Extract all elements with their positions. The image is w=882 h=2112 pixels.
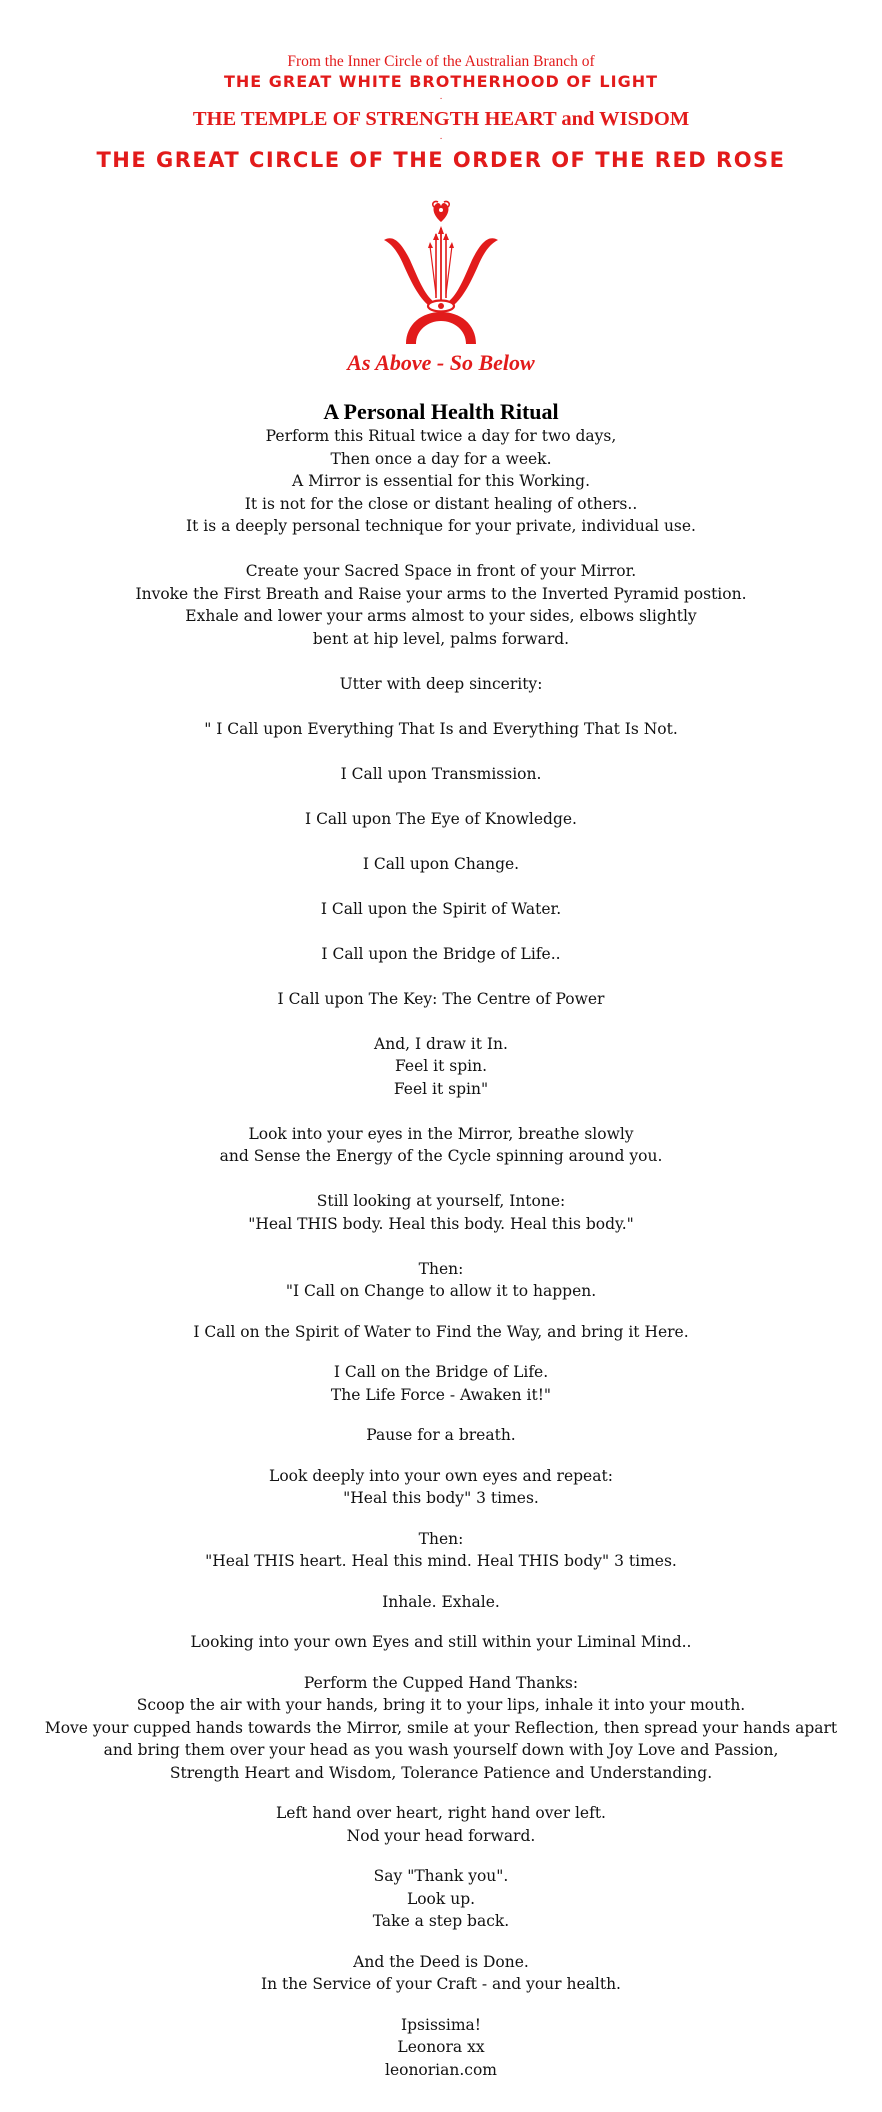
website-link[interactable]: leonorian.com bbox=[384, 2060, 497, 2079]
brotherhood-heading: THE GREAT WHITE BROTHERHOOD OF LIGHT bbox=[223, 72, 659, 91]
text-line: I Call on the Bridge of Life. bbox=[333, 1363, 549, 1381]
breath-line: Inhale. Exhale. bbox=[382, 1592, 500, 1611]
liminal-line: Looking into your own Eyes and still within your Liminal Mind.. bbox=[190, 1633, 692, 1651]
rose-trident-emblem-icon bbox=[376, 198, 506, 346]
ritual-body bbox=[0, 425, 882, 2081]
pause-line: Pause for a breath. bbox=[366, 1426, 516, 1444]
text-line: Move your cupped hands towards the Mirror, smile at your Reflection, then spread your hands apart bbox=[44, 1718, 838, 1737]
then-heal-block bbox=[0, 1528, 882, 1573]
text-line: In the Service of your Craft - and your health. bbox=[261, 1975, 621, 1993]
text-line: Then: bbox=[418, 1259, 464, 1278]
text-line: It is not for the close or distant healing of others.. bbox=[244, 494, 638, 513]
text-line: It is a deeply personal technique for your private, individual use. bbox=[186, 517, 696, 535]
call-line: I Call upon the Spirit of Water. bbox=[320, 899, 562, 918]
bridge-block bbox=[0, 1361, 882, 1406]
text-line: and Sense the Energy of the Cycle spinning around you. bbox=[219, 1147, 663, 1165]
call-line: " I Call upon Everything That Is and Everything That Is Not. bbox=[204, 719, 678, 738]
text-line: Look into your eyes in the Mirror, breathe slowly bbox=[248, 1124, 634, 1143]
text-line: Nod your head forward. bbox=[346, 1826, 536, 1845]
order-heading: THE GREAT CIRCLE OF THE ORDER OF THE RED ROSE bbox=[96, 148, 786, 172]
text-line: Take a step back. bbox=[372, 1912, 510, 1930]
header bbox=[0, 0, 882, 174]
text-line: Left hand over heart, right hand over left. bbox=[275, 1804, 606, 1822]
water-line: I Call on the Spirit of Water to Find the Way, and bring it Here. bbox=[193, 1322, 689, 1341]
call-line: I Call upon Transmission. bbox=[340, 764, 542, 783]
signoff-line: Ipsissima! bbox=[401, 2015, 481, 2034]
text-line: Then once a day for a week. bbox=[330, 449, 552, 468]
text-line: Create your Sacred Space in front of your Mirror. bbox=[245, 562, 637, 580]
thanks-block bbox=[0, 1865, 882, 1933]
temple-heading: THE TEMPLE OF STRENGTH HEART and WISDOM bbox=[192, 108, 690, 130]
text-line: Scoop the air with your hands, bring it to your lips, inhale it into your mouth. bbox=[136, 1696, 746, 1714]
text-line: Perform this Ritual twice a day for two days, bbox=[265, 427, 617, 445]
text-line: Feel it spin" bbox=[393, 1079, 489, 1098]
call-line: I Call upon the Bridge of Life.. bbox=[321, 944, 561, 963]
separator-dot: . bbox=[439, 132, 443, 142]
hands-block bbox=[0, 1802, 882, 1847]
look-block bbox=[0, 1123, 882, 1168]
text-line: Say "Thank you". bbox=[373, 1867, 509, 1885]
text-line: "Heal THIS heart. Heal this mind. Heal THIS body" 3 times. bbox=[205, 1552, 677, 1570]
text-line: And the Deed is Done. bbox=[353, 1952, 529, 1971]
call-line: I Call upon The Eye of Knowledge. bbox=[305, 809, 577, 828]
text-line: "Heal THIS body. Heal this body. Heal this body." bbox=[248, 1214, 634, 1233]
author-name: Leonora xx bbox=[397, 2038, 485, 2056]
text-line: Then: bbox=[418, 1529, 464, 1548]
trident-icon bbox=[384, 226, 498, 344]
text-line: and bring them over your head as you wash yourself down with Joy Love and Passion, bbox=[103, 1741, 779, 1759]
text-line: Look deeply into your own eyes and repeat: bbox=[269, 1466, 613, 1485]
cupped-hands-block bbox=[0, 1672, 882, 1785]
text-line: Perform the Cupped Hand Thanks: bbox=[303, 1673, 579, 1692]
intro-block bbox=[0, 425, 882, 538]
text-line: bent at hip level, palms forward. bbox=[312, 629, 570, 648]
intone-block bbox=[0, 1190, 882, 1235]
text-line: Invoke the First Breath and Raise your arms to the Inverted Pyramid postion. bbox=[135, 584, 747, 603]
then-change-block bbox=[0, 1258, 882, 1303]
signoff-block bbox=[0, 2014, 882, 2082]
text-line: Still looking at yourself, Intone: bbox=[316, 1192, 566, 1210]
done-block bbox=[0, 1951, 882, 1996]
text-line: And, I draw it In. bbox=[374, 1034, 508, 1053]
text-line: The Life Force - Awaken it!" bbox=[330, 1385, 552, 1404]
separator-dot: . bbox=[439, 92, 443, 102]
text-line: A Mirror is essential for this Working. bbox=[291, 472, 591, 490]
text-line: Feel it spin. bbox=[395, 1057, 487, 1075]
rose-icon bbox=[433, 201, 449, 222]
repeat-block bbox=[0, 1465, 882, 1510]
text-line: Look up. bbox=[406, 1889, 476, 1908]
motto: As Above - So Below bbox=[347, 350, 535, 375]
from-line: From the Inner Circle of the Australian Branch of bbox=[287, 53, 595, 70]
text-line: Exhale and lower your arms almost to your sides, elbows slightly bbox=[185, 607, 697, 625]
text-line: Strength Heart and Wisdom, Tolerance Patience and Understanding. bbox=[169, 1763, 713, 1782]
draw-in-block bbox=[0, 1033, 882, 1101]
text-line: "Heal this body" 3 times. bbox=[343, 1489, 539, 1507]
ritual-title: A Personal Health Ritual bbox=[323, 399, 559, 424]
call-line: I Call upon The Key: The Centre of Power bbox=[277, 989, 605, 1008]
text-line: "I Call on Change to allow it to happen. bbox=[285, 1282, 597, 1300]
setup-block bbox=[0, 560, 882, 650]
call-line: I Call upon Change. bbox=[362, 854, 520, 873]
utter-line: Utter with deep sincerity: bbox=[339, 674, 543, 693]
